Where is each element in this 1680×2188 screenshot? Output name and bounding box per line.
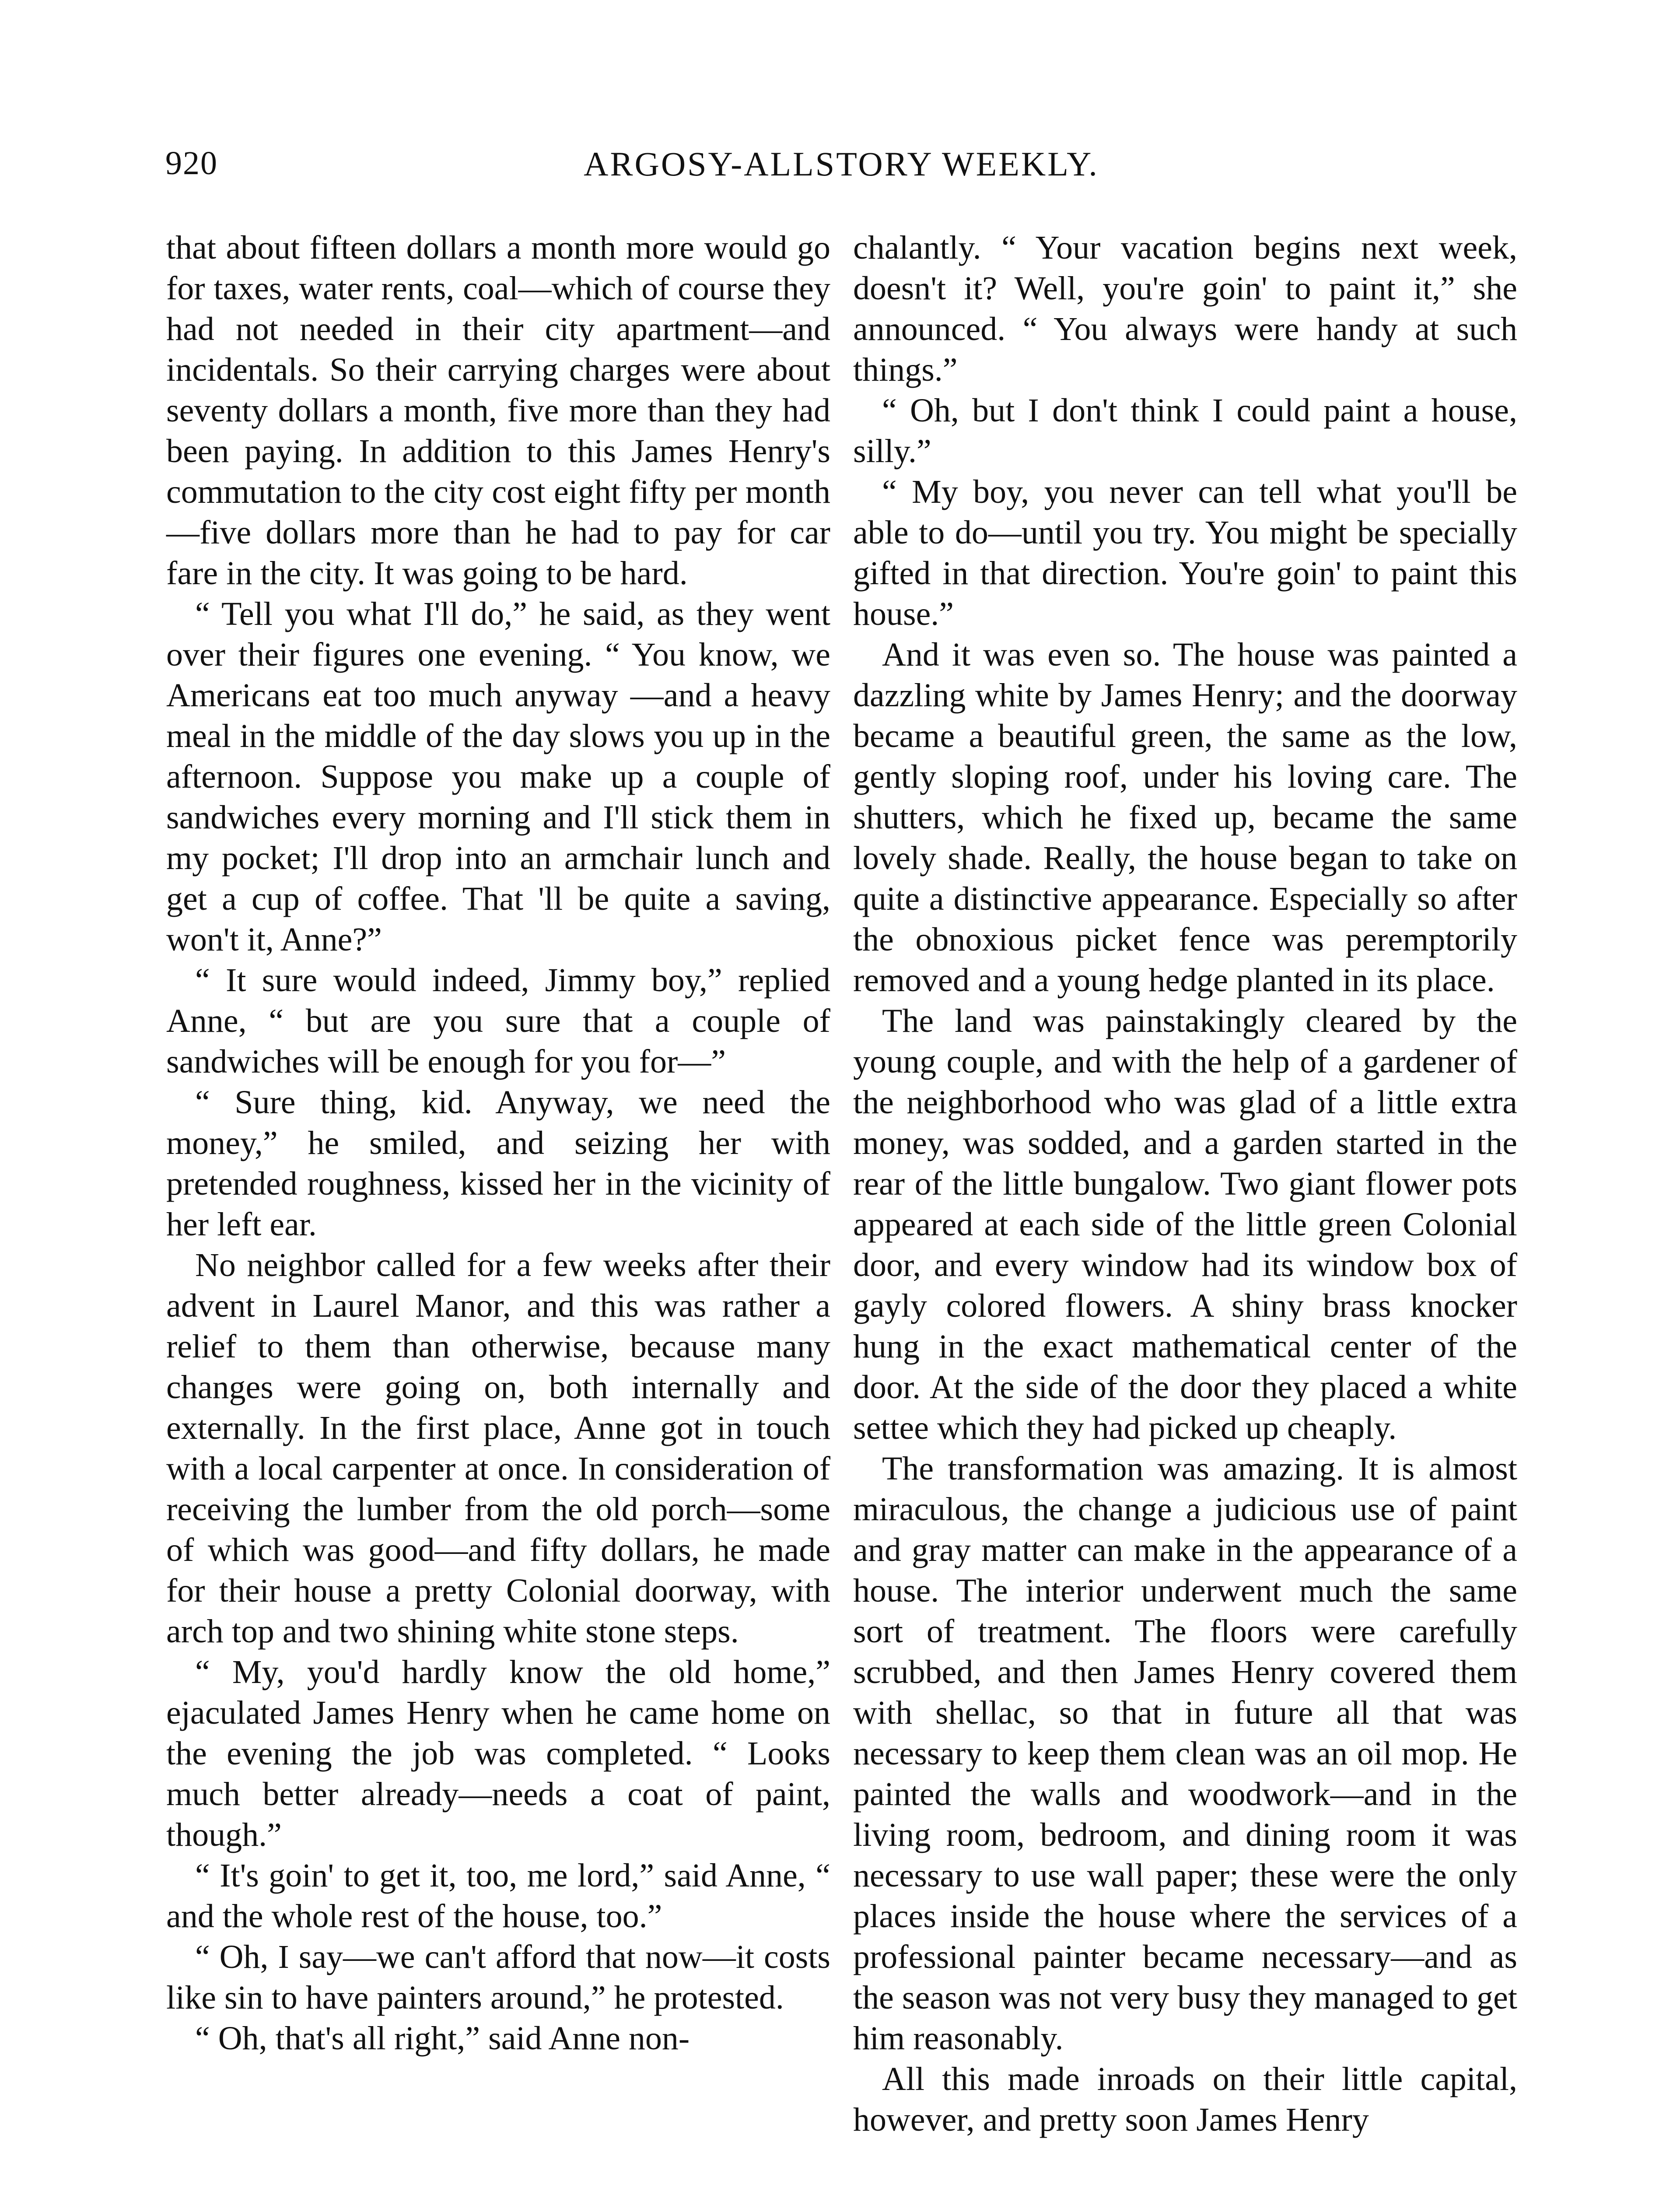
paragraph: “ It's goin' to get it, too, me lord,” said Anne, “ and the whole rest of the house, too.” [166, 1857, 830, 1935]
right-text-column [853, 228, 1517, 2140]
paragraph: that about fifteen dollars a month more would go for taxes, water rents, coal—which of course they had not needed in their city apartment—and incidentals. So their carrying charges were about seventy dollars a month, five more than they had been paying. In addition to this James Henry's commutation to the city cost eight fifty per month—five dollars more than he had to pay for car fare in the city. It was going to be hard. [166, 229, 830, 592]
paragraph: All this made inroads on their little capital, however, and pretty soon James Henry [853, 2061, 1517, 2138]
paragraph: “ Sure thing, kid. Anyway, we need the money,” he smiled, and seizing her with pretended roughness, kissed her in the vicinity of her left ear. [166, 1084, 830, 1243]
paragraph: “ Oh, I say—we can't afford that now—it costs like sin to have painters around,” he protested. [166, 1939, 830, 2016]
paragraph: chalantly. “ Your vacation begins next week, doesn't it? Well, you're goin' to paint it,” she announced. “ You always were handy at such things.” [853, 229, 1517, 388]
paragraph: “ My boy, you never can tell what you'll be able to do—until you try. You might be specially gifted in that direction. You're goin' to paint this house.” [853, 473, 1517, 632]
page-number: 920 [165, 145, 218, 182]
paragraph: And it was even so. The house was painted a dazzling white by James Henry; and the doorway became a beautiful green, the same as the low, gently sloping roof, under his loving care. The shutters, which he fixed up, became the same lovely shade. Really, the house began to take on quite a distinctive appearance. Especially so after the obnoxious picket fence was peremptorily removed and a young hedge planted in its place. [853, 636, 1517, 999]
paragraph: “ My, you'd hardly know the old home,” ejaculated James Henry when he came home on the evening the job was completed. “ Looks much better already—needs a coat of paint, though.” [166, 1654, 830, 1853]
paragraph: The transformation was amazing. It is almost miraculous, the change a judicious use of paint and gray matter can make in the appearance of a house. The interior underwent much the same sort of treatment. The floors were carefully scrubbed, and then James Henry covered them with shellac, so that in future all that was necessary to keep them clean was an oil mop. He painted the walls and woodwork—and in the living room, bedroom, and dining room it was necessary to use wall paper; these were the only places inside the house where the services of a professional painter became necessary—and as the season was not very busy they managed to get him reasonably. [853, 1450, 1517, 2057]
left-text-column [166, 228, 830, 2059]
running-head: ARGOSY-ALLSTORY WEEKLY. [584, 145, 1099, 183]
paragraph: “ It sure would indeed, Jimmy boy,” replied Anne, “ but are you sure that a couple of sandwiches will be enough for you for—” [166, 962, 830, 1080]
paragraph: “ Tell you what I'll do,” he said, as they went over their figures one evening. “ You know, we Americans eat too much anyway —and a heavy meal in the middle of the day slows you up in the afternoon. Suppose you make up a couple of sandwiches every morning and I'll stick them in my pocket; I'll drop into an armchair lunch and get a cup of coffee. That 'll be quite a saving, won't it, Anne?” [166, 596, 830, 958]
paragraph: “ Oh, but I don't think I could paint a house, silly.” [853, 392, 1517, 470]
paragraph: No neighbor called for a few weeks after their advent in Laurel Manor, and this was rather a relief to them than otherwise, because many changes were going on, both internally and externally. In the first place, Anne got in touch with a local carpenter at once. In consideration of receiving the lumber from the old porch—some of which was good—and fifty dollars, he made for their house a pretty Colonial doorway, with arch top and two shining white stone steps. [166, 1247, 830, 1650]
paragraph: “ Oh, that's all right,” said Anne non- [195, 2020, 690, 2057]
page-header [165, 144, 1517, 201]
paragraph: The land was painstakingly cleared by the young couple, and with the help of a gardener of the neighborhood who was glad of a little extra money, was sodded, and a garden started in the rear of the little bungalow. Two giant flower pots appeared at each side of the little green Colonial door, and every window had its window box of gayly colored flowers. A shiny brass knocker hung in the exact mathematical center of the door. At the side of the door they placed a white settee which they had picked up cheaply. [853, 1003, 1517, 1446]
